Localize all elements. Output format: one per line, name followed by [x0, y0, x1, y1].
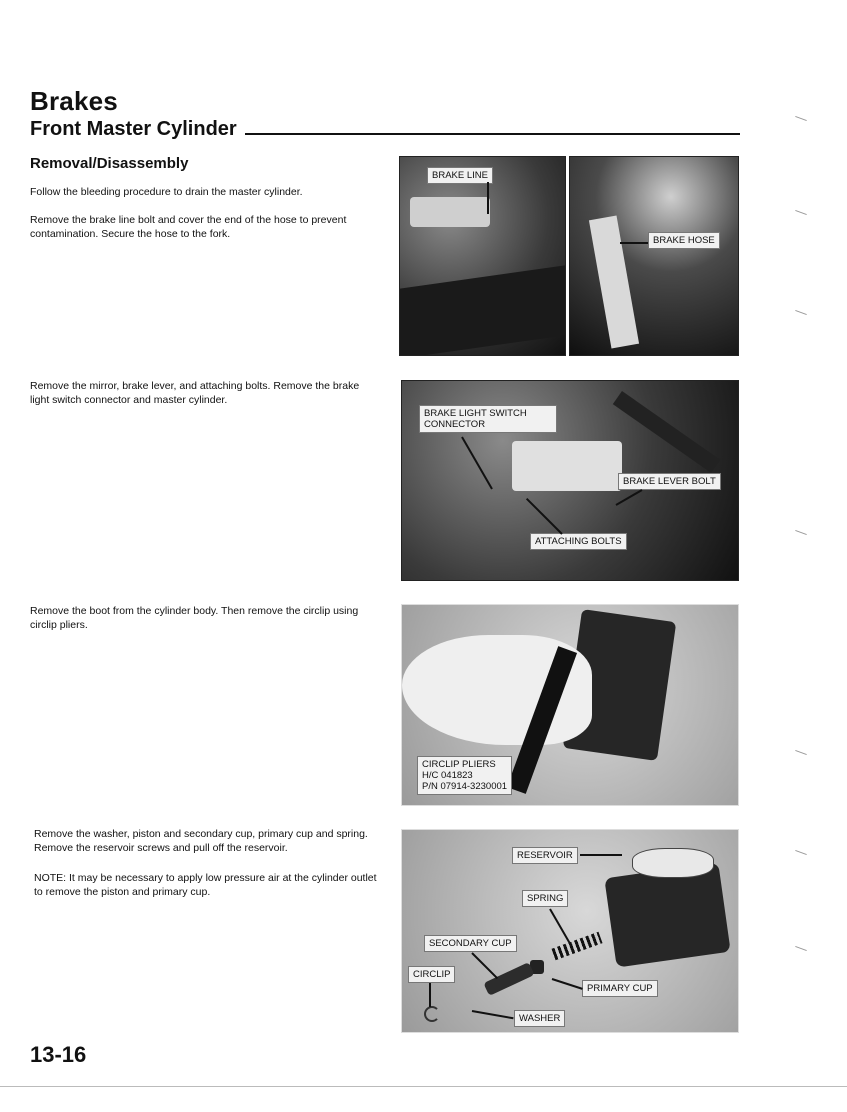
procedure-heading: Removal/Disassembly	[30, 155, 189, 172]
reservoir-shape	[632, 848, 714, 878]
arrow-reservoir	[580, 854, 622, 856]
fork-tube-shape	[589, 216, 639, 349]
margin-mark	[795, 530, 807, 535]
subsection-title: Front Master Cylinder	[30, 118, 245, 140]
label-reservoir: RESERVOIR	[512, 847, 578, 864]
label-brake-light-switch-connector: BRAKE LIGHT SWITCH CONNECTOR	[419, 405, 557, 433]
cylinder-body-shape	[604, 862, 730, 967]
margin-mark	[795, 850, 807, 855]
margin-mark	[795, 210, 807, 215]
step4-paragraph: Remove the washer, piston and secondary cup, primary cup and spring. Remove the reservoir screws and pull off the reservoir.	[34, 828, 368, 854]
brake-line-photo	[399, 156, 566, 356]
brake-hose-photo	[569, 156, 739, 356]
bottom-rule	[0, 1086, 847, 1087]
label-circlip-pliers-line-2: H/C 041823	[422, 770, 473, 781]
arrow-attaching-bolts	[526, 498, 563, 535]
circlip-pliers-photo	[401, 604, 739, 806]
label-spring: SPRING	[522, 890, 568, 907]
margin-mark	[795, 116, 807, 121]
margin-mark	[795, 750, 807, 755]
disassembled-parts-photo	[401, 829, 739, 1033]
arrow-washer	[472, 1010, 514, 1019]
step4-note: NOTE: It may be necessary to apply low pressure air at the cylinder outlet to remove the piston and primary cup.	[34, 872, 377, 898]
arrow-circlip	[429, 983, 431, 1007]
step2-paragraph: Remove the mirror, brake lever, and attaching bolts. Remove the brake light switch connector and master cylinder.	[30, 380, 360, 406]
label-secondary-cup: SECONDARY CUP	[424, 935, 517, 952]
label-circlip-pliers-line-3: P/N 07914-3230001	[422, 781, 508, 792]
arrow-brake-hose	[620, 242, 648, 244]
label-brake-hose: BRAKE HOSE	[648, 232, 720, 249]
label-primary-cup: PRIMARY CUP	[582, 980, 658, 997]
handlebar-shape	[400, 265, 565, 356]
arrow-primary-cup	[552, 978, 583, 990]
subsection-header	[30, 118, 740, 146]
arrow-brake-line	[487, 182, 489, 214]
arrow-spring	[549, 909, 573, 948]
circlip-shape	[424, 1006, 440, 1022]
label-circlip-pliers	[417, 756, 512, 795]
margin-mark	[795, 310, 807, 315]
hose-shape	[613, 391, 720, 473]
label-circlip: CIRCLIP	[408, 966, 455, 983]
label-attaching-bolts: ATTACHING BOLTS	[530, 533, 627, 550]
cylinder-body-shape	[512, 441, 622, 491]
margin-mark	[795, 946, 807, 951]
arrow-switch-connector	[461, 437, 493, 490]
arrow-lever-bolt	[616, 489, 643, 506]
label-circlip-pliers-line-1: CIRCLIP PLIERS	[422, 759, 496, 770]
section-title: Brakes	[30, 86, 118, 116]
master-cylinder-photo	[401, 380, 739, 581]
step3-paragraph: Remove the boot from the cylinder body. Then remove the circlip using circlip pliers.	[30, 605, 359, 631]
spring-shape	[551, 932, 602, 960]
label-washer: WASHER	[514, 1010, 565, 1027]
reservoir-shape	[410, 197, 490, 227]
step1-paragraph-2: Remove the brake line bolt and cover the end of the hose to prevent contamination. Secure the hose to the fork.	[30, 214, 347, 240]
piston-shape	[483, 962, 534, 996]
page-number: 13-16	[30, 1042, 87, 1067]
label-brake-line: BRAKE LINE	[427, 167, 493, 184]
arrow-secondary-cup	[471, 952, 498, 979]
label-brake-lever-bolt: BRAKE LEVER BOLT	[618, 473, 721, 490]
step1-paragraph-1: Follow the bleeding procedure to drain the master cylinder.	[30, 186, 303, 198]
